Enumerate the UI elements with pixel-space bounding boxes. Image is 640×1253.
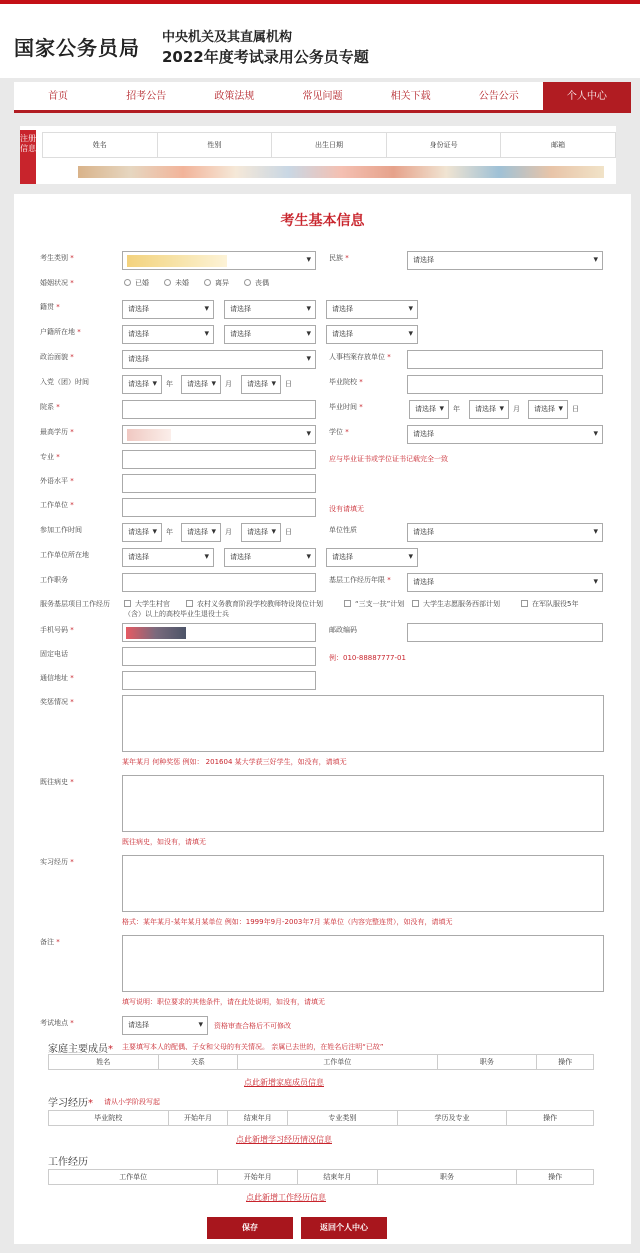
family-section-note: 主要填写本人的配偶、子女和父母的有关情况。 亲属已去世的，在姓名后注明“已故” [122, 1043, 384, 1051]
unit-day: 日 [572, 405, 579, 413]
select-exam-site[interactable]: 请选择 ▾ [122, 1016, 208, 1035]
label-remarks: 备注 * [40, 938, 60, 946]
textarea-medical[interactable] [122, 775, 604, 832]
work-col-unit: 工作单位 [49, 1170, 218, 1184]
candidate-type-value-blurred [127, 255, 227, 267]
unit-month: 月 [225, 528, 232, 536]
label-archive-unit: 人事档案存放单位 * [329, 353, 391, 361]
radio-divorced[interactable]: 离异 [204, 278, 229, 288]
select-ethnicity[interactable]: 请选择 ▾ [407, 251, 603, 270]
select-grassroots-years[interactable]: 请选择 ▾ [407, 573, 603, 592]
nav-personal-center[interactable]: 个人中心 [543, 82, 631, 110]
label-mobile: 手机号码 * [40, 626, 74, 634]
study-section-title: 学习经历* [48, 1098, 93, 1109]
input-department[interactable] [122, 400, 316, 419]
input-archive-unit[interactable] [407, 350, 603, 369]
radio-unmarried[interactable]: 未婚 [164, 278, 189, 288]
registration-label: 注册信息 [20, 130, 36, 184]
select-party-day[interactable]: 请选择 ▾ [241, 375, 281, 394]
back-to-center-button[interactable]: 返回个人中心 [301, 1217, 387, 1239]
nav-faq[interactable]: 常见问题 [302, 91, 343, 102]
select-work-year[interactable]: 请选择 ▾ [122, 523, 162, 542]
hint-awards: 某年某月 何种奖惩 例如： 201604 某大学获三好学生，如没有，请填无 [122, 758, 347, 766]
hint-medical: 既往病史，如没有，请填无 [122, 838, 206, 846]
select-grad-day[interactable]: 请选择 ▾ [528, 400, 568, 419]
study-col-degree-major: 学历及专业 [398, 1111, 508, 1125]
work-col-start: 开始年月 [218, 1170, 298, 1184]
label-political: 政治面貌 * [40, 353, 74, 361]
label-postcode: 邮政编码 [329, 626, 357, 634]
select-hukou-province[interactable]: 请选择 ▾ [122, 325, 214, 344]
hint-exam-site: 资格审查合格后不可修改 [214, 1022, 291, 1030]
site-name[interactable]: 国家公务员局 [14, 36, 140, 60]
reg-col-birthdate: 出生日期 [272, 133, 387, 157]
input-position[interactable] [122, 573, 316, 592]
label-internship: 实习经历 * [40, 858, 74, 866]
education-value-blurred [127, 429, 171, 441]
label-unit-location: 工作单位所在地 [40, 551, 89, 559]
select-native-province[interactable]: 请选择 ▾ [122, 300, 214, 319]
main-nav [14, 82, 631, 113]
add-work-link[interactable]: 点此新增工作经历信息 [246, 1193, 326, 1202]
study-section-note: 请从小学阶段写起 [104, 1098, 160, 1106]
check-three-supports[interactable]: “三支一扶”计划 [344, 599, 404, 609]
select-unit-city[interactable]: 请选择 ▾ [224, 548, 316, 567]
family-col-name: 姓名 [49, 1055, 159, 1069]
unit-month: 月 [513, 405, 520, 413]
textarea-remarks[interactable] [122, 935, 604, 992]
input-address[interactable] [122, 671, 316, 690]
work-col-action: 操作 [548, 1173, 563, 1181]
label-ethnicity: 民族 * [329, 254, 349, 262]
nav-home[interactable]: 首页 [48, 91, 69, 102]
label-work-start: 参加工作时间 [40, 526, 82, 534]
select-degree[interactable]: 请选择 ▾ [407, 425, 603, 444]
work-section-title: 工作经历 [48, 1157, 88, 1168]
label-exam-site: 考试地点 * [40, 1019, 74, 1027]
unit-month: 月 [225, 380, 232, 388]
study-col-start: 开始年月 [169, 1111, 229, 1125]
check-veteran[interactable]: 在军队服役5年 [521, 599, 578, 609]
label-hukou: 户籍所在地 * [40, 328, 81, 336]
label-department: 院系 * [40, 403, 60, 411]
unit-year: 年 [166, 528, 173, 536]
site-header [0, 0, 640, 78]
reg-col-id: 身份证号 [387, 133, 502, 157]
select-party-year[interactable]: 请选择 ▾ [122, 375, 162, 394]
study-col-action: 操作 [543, 1114, 558, 1122]
label-marital: 婚姻状况 * [40, 279, 74, 287]
hint-internship: 格式：某年某月-某年某月某单位 例如：1999年9月-2003年7月 某单位（内容完整连贯），如没有，请填无 [122, 918, 453, 926]
input-foreign-lang[interactable] [122, 474, 316, 493]
label-position: 工作职务 [40, 576, 68, 584]
nav-announcements[interactable]: 招考公告 [126, 91, 167, 102]
site-subtitle: 中央机关及其直属机构 [162, 30, 293, 45]
select-work-day[interactable]: 请选择 ▾ [241, 523, 281, 542]
label-unit-nature: 单位性质 [329, 526, 357, 534]
nav-policies[interactable]: 政策法规 [214, 91, 255, 102]
label-education: 最高学历 * [40, 428, 74, 436]
study-col-category: 专业类别 [288, 1111, 398, 1125]
form-title: 考生基本信息 [280, 213, 365, 229]
select-native-city[interactable]: 请选择 ▾ [224, 300, 316, 319]
registration-values-blurred [78, 166, 604, 178]
family-section-title: 家庭主要成员* [48, 1044, 113, 1055]
select-political[interactable]: 请选择 ▾ [122, 350, 316, 369]
select-party-month[interactable]: 请选择 ▾ [181, 375, 221, 394]
textarea-internship[interactable] [122, 855, 604, 912]
select-native-county[interactable]: 请选择 ▾ [326, 300, 418, 319]
work-col-position: 职务 [378, 1170, 517, 1184]
label-native-place: 籍贯 * [40, 303, 60, 311]
family-col-unit: 工作单位 [238, 1055, 437, 1069]
input-major[interactable] [122, 450, 316, 469]
select-unit-province[interactable]: 请选择 ▾ [122, 548, 214, 567]
label-candidate-type: 考生类别 * [40, 254, 74, 262]
select-grad-year[interactable]: 请选择 ▾ [409, 400, 449, 419]
study-col-end: 结束年月 [228, 1111, 288, 1125]
check-western-volunteer[interactable]: 大学生志愿服务西部计划 [412, 599, 500, 609]
add-study-link[interactable]: 点此新增学习经历情况信息 [236, 1135, 332, 1144]
label-degree: 学位 * [329, 428, 349, 436]
input-grad-school[interactable] [407, 375, 603, 394]
label-medical: 既往病史 * [40, 778, 74, 786]
reg-col-gender: 性别 [158, 133, 273, 157]
label-party-time: 入党（团）时间 [40, 378, 89, 386]
nav-notices[interactable]: 公告公示 [478, 91, 519, 102]
select-unit-nature[interactable]: 请选择 ▾ [407, 523, 603, 542]
select-unit-county[interactable]: 请选择 ▾ [326, 548, 418, 567]
work-col-end: 结束年月 [298, 1170, 378, 1184]
unit-year: 年 [166, 380, 173, 388]
nav-downloads[interactable]: 相关下载 [390, 91, 431, 102]
work-table-header [48, 1169, 594, 1185]
label-phone: 固定电话 [40, 650, 68, 658]
select-work-month[interactable]: 请选择 ▾ [181, 523, 221, 542]
study-table-header [48, 1110, 594, 1126]
input-phone[interactable] [122, 647, 316, 666]
label-major: 专业 * [40, 453, 60, 461]
unit-year: 年 [453, 405, 460, 413]
label-grassroots-years: 基层工作经历年限 * [329, 576, 391, 584]
site-topic-title: 2022年度考试录用公务员专题 [162, 48, 369, 66]
input-work-unit[interactable] [122, 498, 316, 517]
label-grad-school: 毕业院校 * [329, 378, 363, 386]
hint-work-unit: 没有请填无 [329, 505, 364, 513]
check-rural-teacher[interactable]: 农村义务教育阶段学校教师特设岗位计划 [186, 599, 323, 609]
family-col-relation: 关系 [159, 1055, 239, 1069]
label-foreign-lang: 外语水平 * [40, 477, 74, 485]
study-col-school: 毕业院校 [49, 1111, 169, 1125]
reg-col-name: 姓名 [43, 133, 158, 157]
form-panel [14, 194, 631, 1244]
reg-col-email: 邮箱 [551, 141, 566, 149]
label-address: 通信地址 * [40, 674, 74, 682]
input-postcode[interactable] [407, 623, 603, 642]
textarea-awards[interactable] [122, 695, 604, 752]
radio-widowed[interactable]: 丧偶 [244, 278, 269, 288]
select-grad-month[interactable]: 请选择 ▾ [469, 400, 509, 419]
unit-day: 日 [285, 528, 292, 536]
label-service-project: 服务基层项目工作经历 [40, 600, 110, 608]
hint-major: 应与毕业证书或学位证书记载完全一致 [329, 455, 448, 463]
select-hukou-city[interactable]: 请选择 ▾ [224, 325, 316, 344]
label-work-unit: 工作单位 * [40, 501, 74, 509]
family-table-header [48, 1054, 594, 1070]
registration-info [20, 126, 616, 184]
hint-remarks: 填写说明：职位要求的其他条件，请在此处说明，如没有，请填无 [122, 998, 325, 1006]
label-awards: 奖惩情况 * [40, 698, 74, 706]
radio-married[interactable]: 已婚 [124, 278, 149, 288]
unit-day: 日 [285, 380, 292, 388]
select-hukou-county[interactable]: 请选择 ▾ [326, 325, 418, 344]
family-col-position: 职务 [438, 1055, 538, 1069]
registration-table-header [42, 132, 616, 158]
family-col-action: 操作 [558, 1058, 573, 1066]
hint-phone: 例：010-88887777-01 [329, 654, 406, 662]
label-grad-time: 毕业时间 * [329, 403, 363, 411]
save-button[interactable]: 保存 [207, 1217, 293, 1239]
add-family-link[interactable]: 点此新增家庭成员信息 [244, 1078, 324, 1087]
service-option-continuation: （含）以上的高校毕业生退役士兵 [124, 610, 229, 618]
mobile-value-blurred [126, 627, 186, 639]
check-village-official[interactable]: 大学生村官 [124, 599, 170, 609]
